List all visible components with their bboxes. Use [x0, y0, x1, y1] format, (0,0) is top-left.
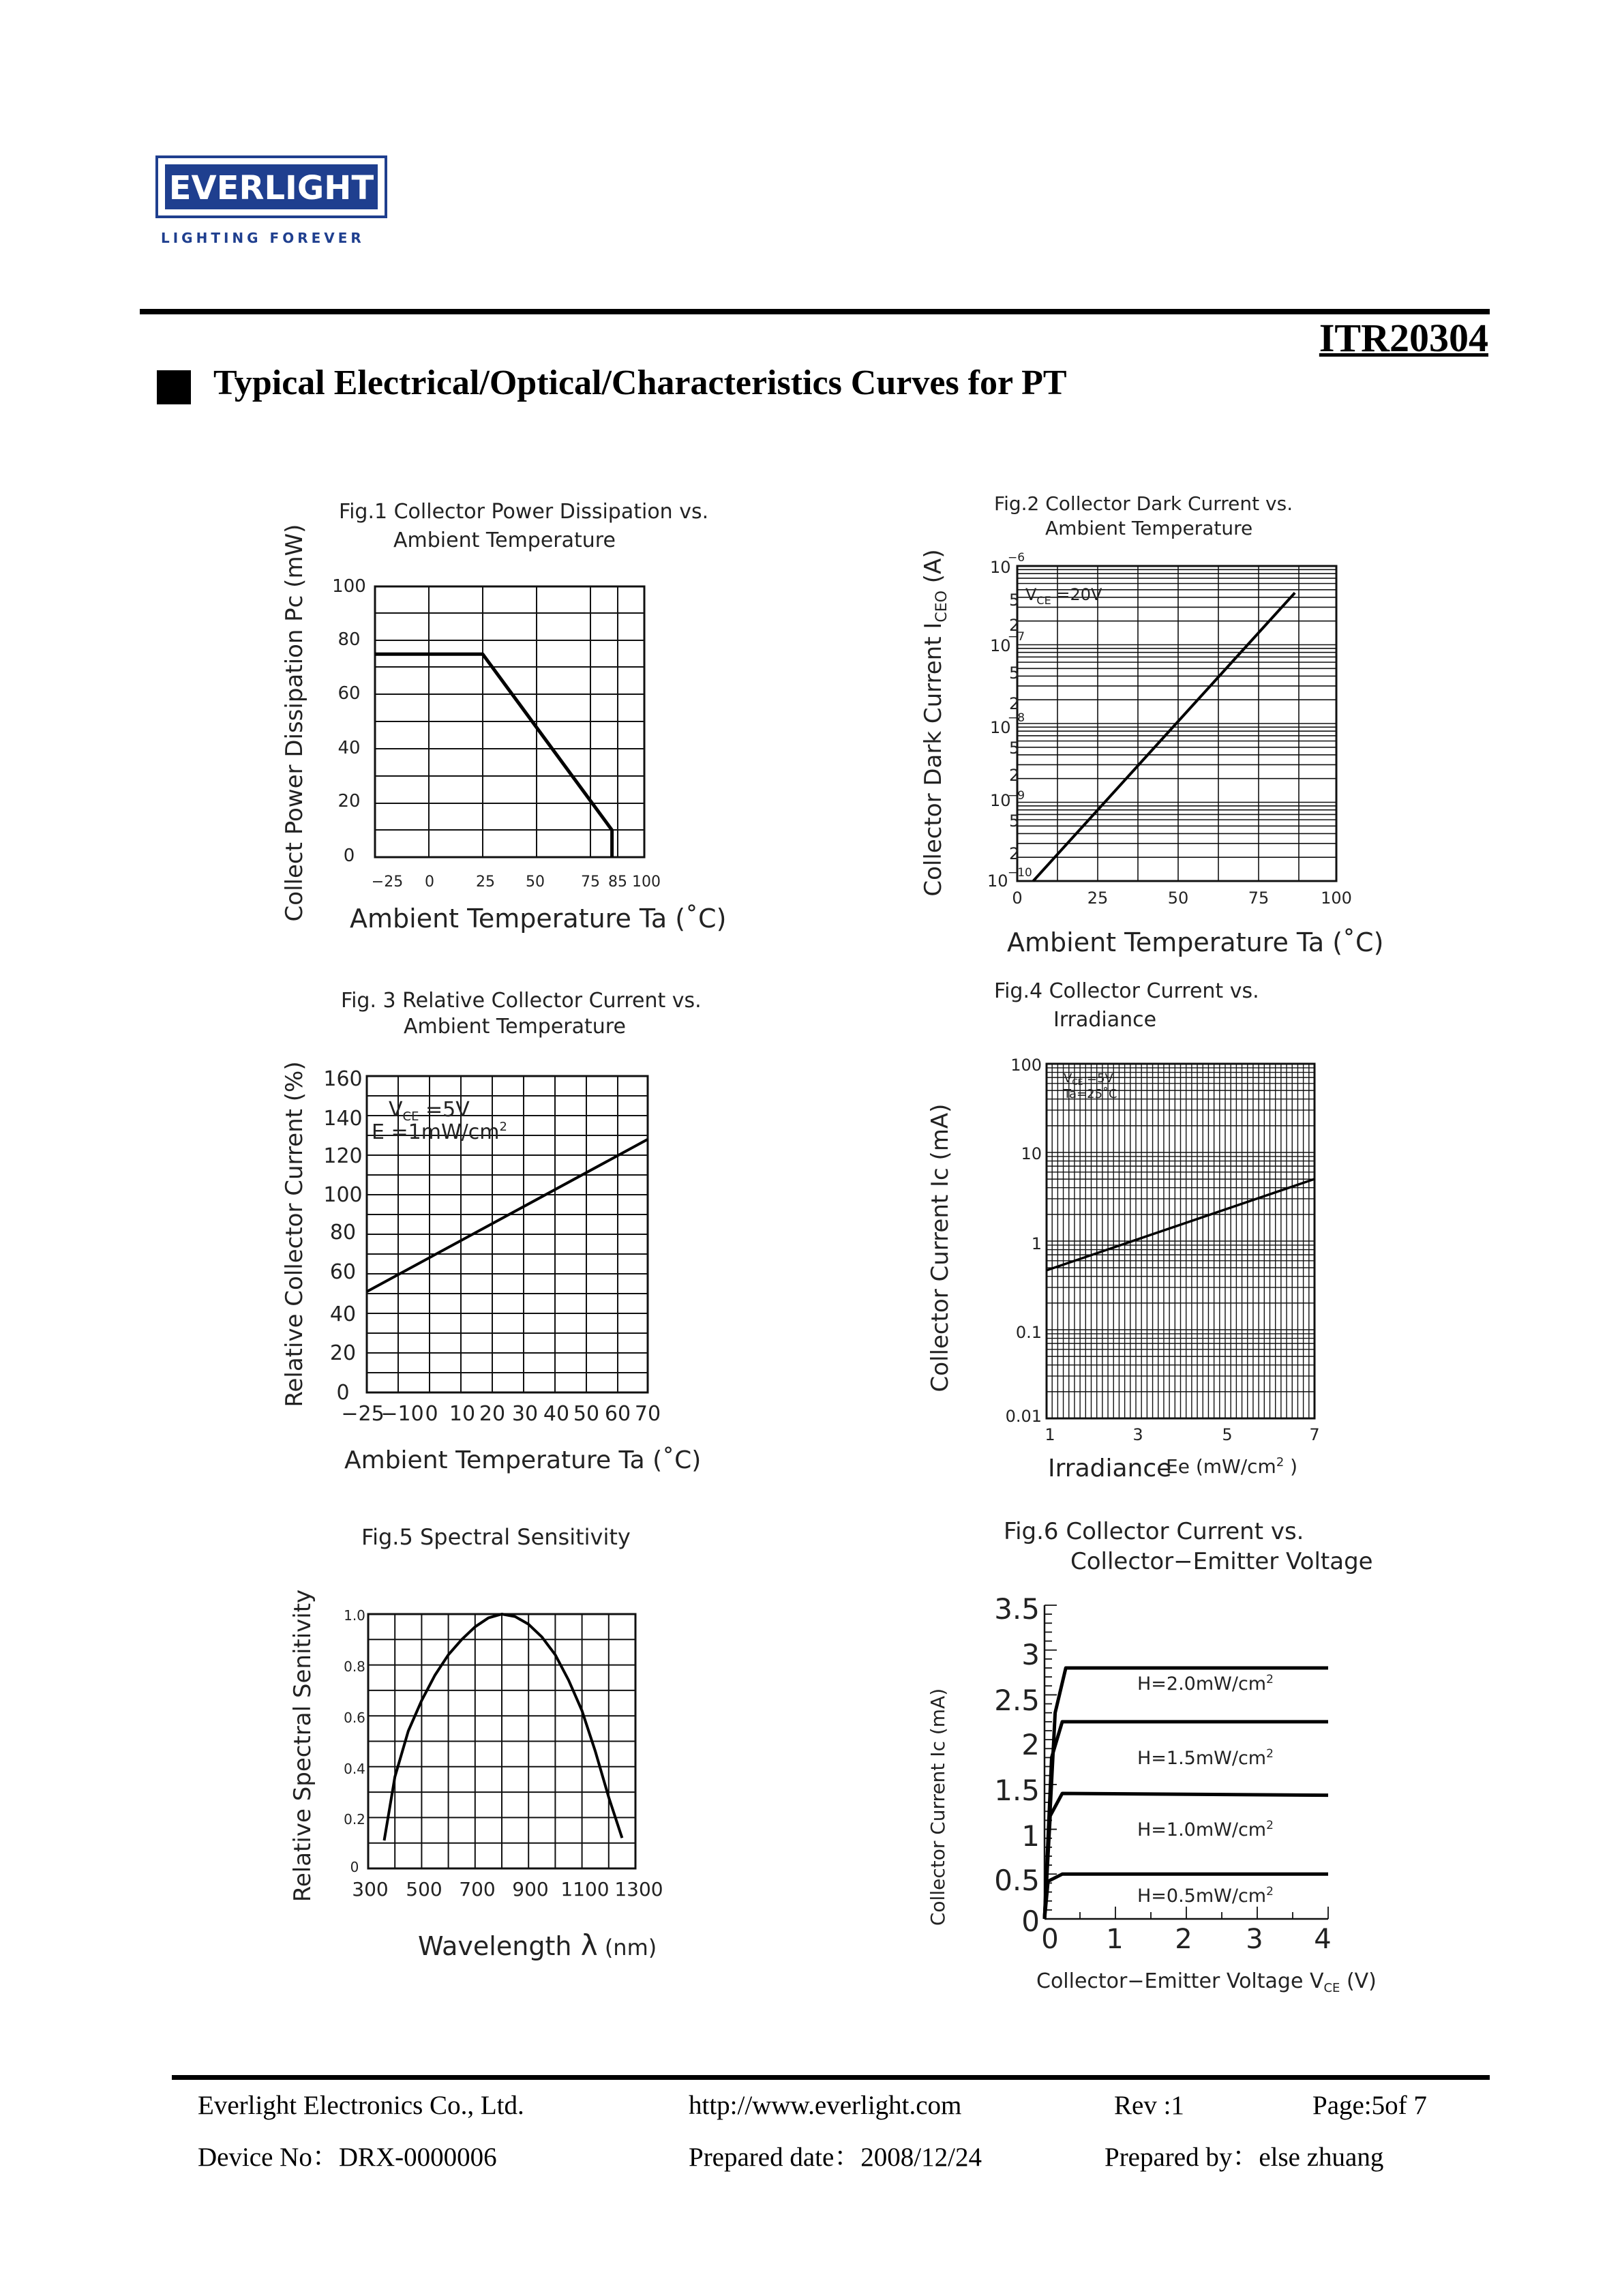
fig2-x-tick: 50 — [1167, 889, 1189, 908]
fig1-curve — [375, 654, 612, 857]
fig6-x-tick: 4 — [1314, 1924, 1332, 1955]
fig2-y-tick: 10 — [990, 636, 1011, 655]
fig1-x-tick: 25 — [476, 874, 495, 891]
footer-prepared-by: Prepared by：else zhuang — [1105, 2143, 1384, 2172]
fig2-curve — [1033, 593, 1295, 881]
fig1-x-tick: 75 — [581, 874, 600, 891]
fig6-x-tick: 2 — [1175, 1924, 1192, 1955]
fig3-x-tick: 0 — [425, 1402, 438, 1426]
fig2-y-tick-exp: −10 — [1008, 866, 1032, 880]
fig3-annotation-2: E =1mW/cm2 — [372, 1120, 507, 1144]
fig2-y-tick: 10 — [987, 871, 1008, 891]
fig1-y-tick: 0 — [343, 846, 355, 866]
fig6-y-tick: 1.5 — [994, 1774, 1040, 1807]
fig2-title-line2: Ambient Temperature — [1045, 517, 1253, 539]
fig2-x-tick: 25 — [1087, 889, 1109, 908]
fig1-x-axis-label: Ambient Temperature Ta (˚C) — [350, 904, 727, 934]
fig3-x-tick: 20 — [479, 1402, 506, 1426]
document-number: ITR20304 — [1319, 316, 1488, 360]
fig2-y-tick: 2 — [1009, 844, 1020, 863]
fig2-x-tick: 0 — [1012, 889, 1023, 908]
fig3-y-tick: 100 — [323, 1183, 363, 1207]
fig2-chart — [920, 492, 1383, 957]
fig5-x-tick: 1100 — [560, 1878, 610, 1900]
fig3-x-tick: −25 — [341, 1402, 385, 1426]
fig1-title-line2: Ambient Temperature — [393, 528, 616, 552]
fig2-y-tick: 5 — [1009, 811, 1020, 831]
fig2-y-axis-label-sub: CEO — [933, 591, 950, 623]
fig3-y-axis-label: Relative Collector Current (%) — [281, 1061, 308, 1407]
fig5-y-axis-label: Relative Spectral Senitivity — [289, 1589, 316, 1903]
fig2-x-tick: 75 — [1248, 889, 1270, 908]
fig2-y-tick-exp: −6 — [1008, 551, 1025, 565]
fig5-y-tick: 0.8 — [344, 1658, 365, 1675]
fig2-y-tick-exp: −8 — [1008, 711, 1025, 725]
fig1-x-tick: 0 — [425, 874, 434, 891]
fig6-x-tick: 3 — [1246, 1924, 1263, 1955]
fig1-x-tick: 100 — [632, 874, 661, 891]
footer-device-no: Device No：DRX-0000006 — [198, 2143, 497, 2172]
fig2-annotation-value: =20V — [1051, 585, 1102, 604]
fig5-chart — [289, 1524, 663, 1962]
fig6-curve-label: H=1.0mW/cm2 — [1137, 1819, 1274, 1840]
fig4-title-line1: Fig.4 Collector Current vs. — [994, 979, 1259, 1003]
fig3-y-tick: 140 — [323, 1107, 363, 1131]
fig5-x-axis-label-symbol: λ — [571, 1928, 598, 1962]
fig1-y-axis-label: Collect Power Dissipation Pc (mW) — [281, 524, 308, 922]
fig6-x-axis-label-unit: (V) — [1340, 1969, 1377, 1993]
fig5-y-tick: 0 — [350, 1859, 359, 1875]
fig4-annotation-2: Ta=25˚C — [1064, 1087, 1117, 1101]
fig5-x-tick: 1300 — [614, 1878, 663, 1900]
fig1-y-tick: 40 — [337, 738, 361, 758]
fig2-y-tick: 2 — [1009, 616, 1020, 635]
fig4-x-tick: 3 — [1132, 1425, 1143, 1444]
fig3-annotation-2-sup: 2 — [499, 1120, 507, 1134]
fig2-y-tick: 2 — [1009, 694, 1020, 713]
fig6-y-axis-label: Collector Current Ic (mA) — [927, 1688, 949, 1926]
fig6-y-tick: 0.5 — [994, 1864, 1040, 1897]
fig2-annotation: VCE =20V — [1025, 585, 1102, 607]
fig6-y-tick: 2 — [1021, 1728, 1040, 1761]
fig6-x-tick: 1 — [1106, 1924, 1124, 1955]
fig3-title-line2: Ambient Temperature — [404, 1015, 626, 1039]
fig5-y-tick: 0.2 — [344, 1811, 365, 1828]
footer-rule — [172, 2075, 1490, 2080]
fig2-y-tick: 10 — [990, 558, 1011, 577]
fig3-x-tick: 40 — [543, 1402, 570, 1426]
fig3-y-tick: 20 — [329, 1341, 357, 1365]
fig4-x-axis-label: Irradiance — [1048, 1455, 1172, 1482]
fig6-curve-label-sup: 2 — [1266, 1885, 1274, 1898]
fig1-x-tick: 50 — [526, 874, 545, 891]
fig2-x-tick: 100 — [1321, 889, 1352, 908]
footer-rev: Rev :1 — [1114, 2091, 1184, 2120]
fig4-x-tick: 1 — [1045, 1425, 1055, 1444]
fig3-y-tick: 120 — [323, 1144, 363, 1168]
fig3-y-tick: 80 — [329, 1221, 357, 1244]
fig2-y-tick: 5 — [1009, 739, 1020, 758]
footer-prepared-date: Prepared date：2008/12/24 — [689, 2143, 982, 2172]
logo-brand: EVERLIGHT — [168, 169, 374, 207]
fig4-x-tick: 5 — [1222, 1425, 1233, 1444]
fig1-x-tick: 85 — [608, 874, 627, 891]
section-title: Typical Electrical/Optical/Characteristics Curves for PT — [213, 363, 1067, 402]
fig6-curve-label: H=0.5mW/cm2 — [1137, 1885, 1274, 1907]
fig6-chart — [927, 1518, 1377, 1995]
fig3-x-tick: 10 — [449, 1402, 476, 1426]
fig4-x-axis-label-sup: 2 — [1276, 1455, 1285, 1470]
fig4-annotation-1-value: =5V — [1083, 1071, 1113, 1086]
fig2-y-tick: 10 — [990, 718, 1011, 737]
fig2-y-tick-exp: −7 — [1008, 630, 1025, 644]
logo-tagline: LIGHTING FOREVER — [161, 230, 365, 246]
fig6-x-axis-label-sym: V — [1303, 1969, 1324, 1993]
fig5-x-axis-label: Wavelength λ (nm) — [418, 1928, 657, 1962]
fig4-y-tick: 10 — [1021, 1144, 1042, 1163]
fig5-x-tick: 500 — [406, 1878, 442, 1900]
fig1-y-tick: 20 — [337, 791, 361, 811]
fig4-chart — [927, 979, 1320, 1482]
fig1-y-tick: 60 — [337, 683, 361, 704]
fig2-y-tick: 5 — [1009, 591, 1020, 610]
fig6-title-line1: Fig.6 Collector Current vs. — [1004, 1518, 1304, 1545]
fig5-y-tick: 1.0 — [344, 1607, 365, 1624]
fig6-x-tick: 0 — [1041, 1924, 1059, 1955]
fig5-curve — [385, 1614, 622, 1840]
fig6-curve-label-sup: 2 — [1266, 1819, 1274, 1832]
fig3-y-tick: 60 — [329, 1260, 357, 1284]
fig2-x-axis-label: Ambient Temperature Ta (˚C) — [1007, 927, 1384, 957]
fig5-x-tick: 700 — [459, 1878, 496, 1900]
fig3-title-line1: Fig. 3 Relative Collector Current vs. — [341, 989, 702, 1013]
fig4-y-tick: 1 — [1031, 1234, 1042, 1253]
fig1-y-tick: 100 — [332, 576, 366, 597]
fig5-title: Fig.5 Spectral Sensitivity — [361, 1524, 631, 1550]
fig4-y-axis-label: Collector Current Ic (mA) — [927, 1103, 954, 1392]
fig3-y-tick: 40 — [329, 1302, 357, 1326]
fig4-annotation-1: VCE =5V — [1064, 1071, 1113, 1087]
fig3-x-tick: 70 — [634, 1402, 661, 1426]
fig6-curve-label-sup: 2 — [1266, 1673, 1274, 1686]
fig6-y-tick: 0 — [1021, 1905, 1040, 1938]
fig2-y-tick: 2 — [1009, 766, 1020, 785]
fig1-title-line1: Fig.1 Collector Power Dissipation vs. — [339, 500, 709, 524]
fig2-title-line1: Fig.2 Collector Dark Current vs. — [994, 492, 1293, 515]
fig1-chart — [281, 500, 726, 934]
fig3-x-tick: 50 — [573, 1402, 600, 1426]
fig3-annotation-1-sub: CE — [402, 1109, 419, 1124]
fig6-curve-label: H=1.5mW/cm2 — [1137, 1747, 1274, 1769]
fig6-y-tick: 1 — [1021, 1819, 1040, 1853]
fig5-y-tick: 0.6 — [344, 1710, 365, 1726]
fig5-y-tick: 0.4 — [344, 1761, 365, 1777]
fig6-curve-label-sup: 2 — [1266, 1747, 1274, 1761]
fig2-annotation-sub: CE — [1036, 594, 1051, 607]
fig3-curve — [367, 1139, 648, 1292]
footer-url[interactable]: http://www.everlight.com — [689, 2091, 962, 2120]
fig4-annotation-1-sub: CE — [1072, 1077, 1083, 1087]
fig2-y-tick: 5 — [1009, 664, 1020, 683]
fig2-y-tick: 10 — [990, 791, 1011, 810]
fig3-x-axis-label: Ambient Temperature Ta (˚C) — [344, 1446, 702, 1474]
fig5-x-axis-label-unit: (nm) — [597, 1935, 657, 1960]
fig6-y-tick: 2.5 — [994, 1684, 1040, 1717]
fig6-curve-label: H=2.0mW/cm2 — [1137, 1673, 1274, 1695]
fig6-y-tick: 3 — [1021, 1638, 1040, 1671]
fig3-chart — [281, 989, 702, 1474]
fig4-title-line2: Irradiance — [1053, 1008, 1157, 1032]
fig6-x-axis-label: Collector−Emitter Voltage VCE (V) — [1036, 1969, 1377, 1995]
fig4-y-tick: 0.1 — [1015, 1323, 1042, 1342]
fig6-x-axis-label-sub: CE — [1323, 1981, 1340, 1995]
fig6-y-tick: 3.5 — [994, 1592, 1040, 1626]
fig4-y-tick: 100 — [1010, 1056, 1042, 1075]
fig4-y-tick: 0.01 — [1005, 1407, 1042, 1426]
footer-company: Everlight Electronics Co., Ltd. — [198, 2091, 524, 2120]
fig2-y-tick-exp: −9 — [1008, 789, 1025, 803]
fig1-x-tick: −25 — [371, 874, 404, 891]
fig3-annotation-1: VCE =5V — [389, 1098, 470, 1124]
fig6-title-line2: Collector−Emitter Voltage — [1070, 1548, 1373, 1575]
fig3-x-tick: 30 — [511, 1402, 539, 1426]
fig5-x-tick: 900 — [512, 1878, 549, 1900]
fig4-x-axis-label-2: Ee (mW/cm2 ) — [1166, 1455, 1298, 1478]
fig1-y-tick: 80 — [337, 629, 361, 650]
footer-page: Page:5of 7 — [1312, 2091, 1427, 2120]
fig3-y-tick: 160 — [323, 1067, 363, 1091]
fig4-x-axis-label-close: ) — [1284, 1455, 1298, 1478]
fig2-y-axis-label-unit: (A) — [920, 549, 947, 591]
fig3-y-tick: 0 — [336, 1381, 350, 1405]
fig2-y-axis-label: Collector Dark Current ICEO (A) — [920, 549, 950, 897]
fig3-x-tick: 60 — [604, 1402, 631, 1426]
fig3-x-tick: −10 — [380, 1402, 424, 1426]
fig5-x-tick: 300 — [352, 1878, 389, 1900]
fig3-annotation-1-value: =5V — [419, 1098, 470, 1122]
fig4-x-tick: 7 — [1309, 1425, 1320, 1444]
